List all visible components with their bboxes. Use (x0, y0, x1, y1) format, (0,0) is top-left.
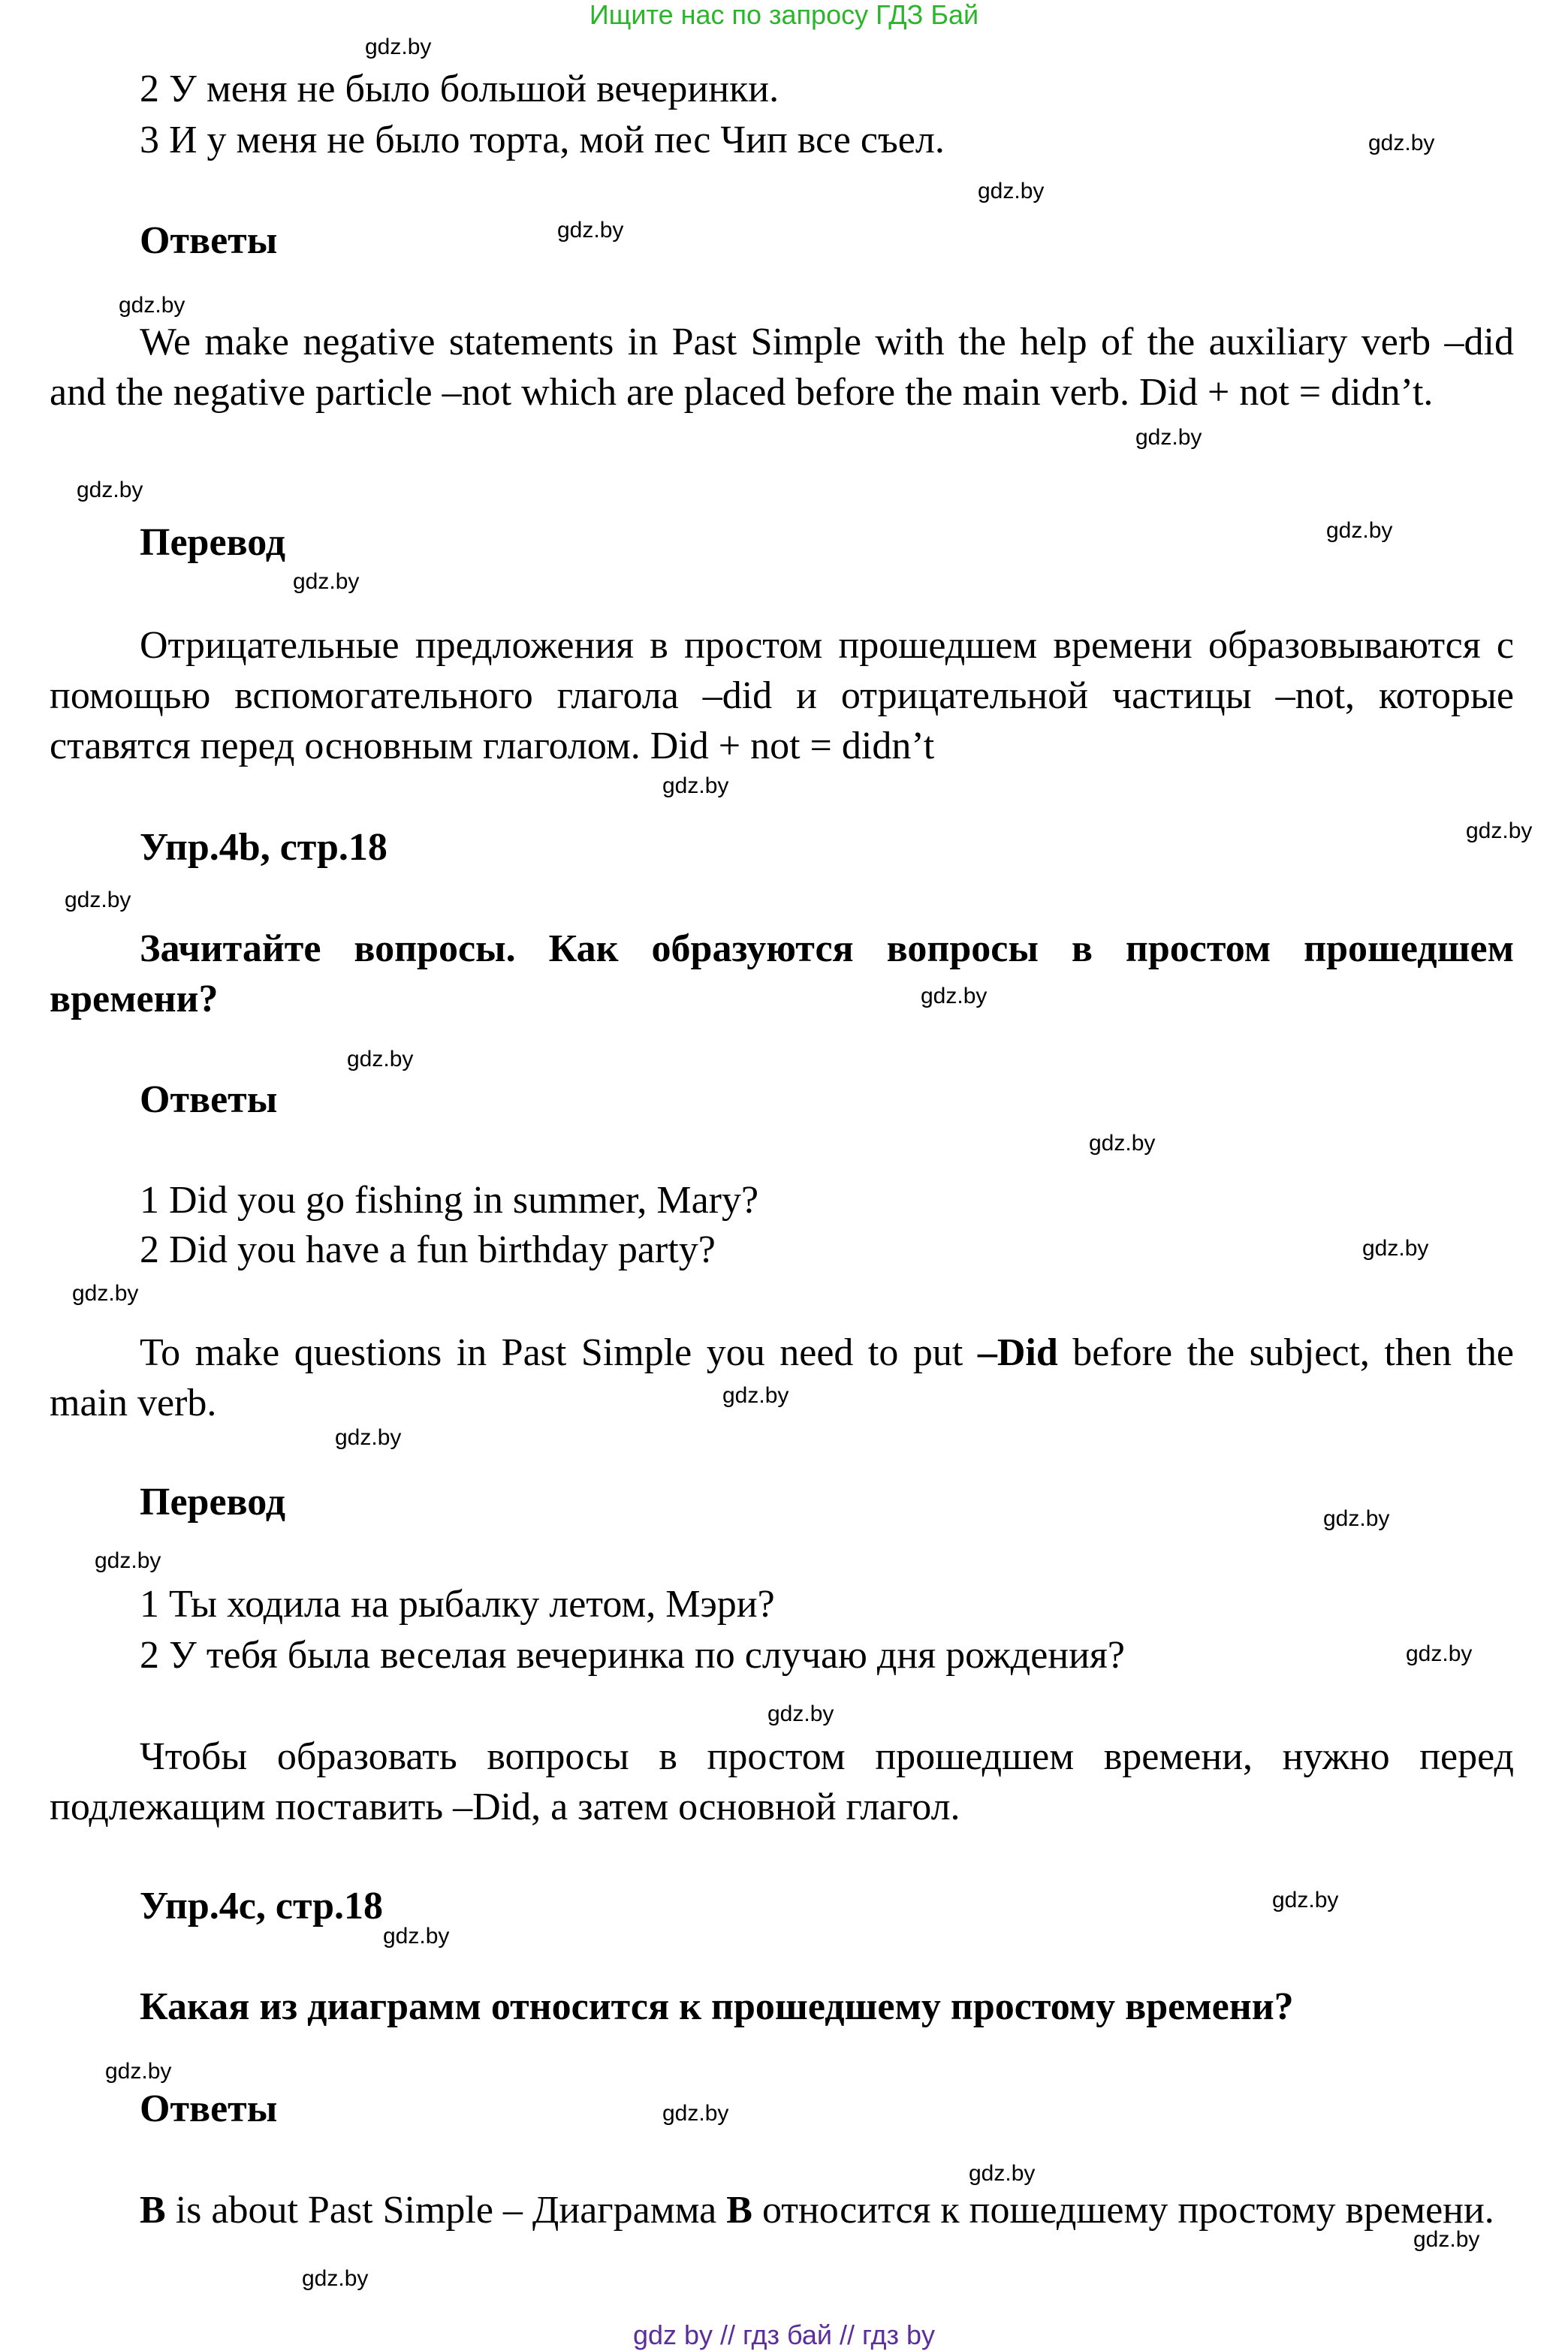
watermark: gdz.by (1406, 1641, 1473, 1666)
question-2: 2 Did you have a fun birthday party? (140, 1228, 716, 1271)
watermark: gdz.by (722, 1383, 789, 1408)
watermark: gdz.by (1362, 1236, 1429, 1261)
watermark: gdz.by (767, 1701, 834, 1726)
paragraph-questions-en-end: before the subject, then the main verb. (50, 1331, 1514, 1424)
watermark: gdz.by (65, 888, 131, 912)
paragraph-questions-ru: Чтобы образовать вопросы в простом прошедшем времени, нужно перед подлежащим поставить –Did, а затем основной глагол. (50, 1735, 1514, 1828)
watermark: gdz.by (1413, 2227, 1480, 2252)
watermark: gdz.by (662, 773, 729, 798)
watermark: gdz.by (1323, 1506, 1390, 1531)
watermark: gdz.by (365, 35, 432, 59)
did-emphasis: –Did (977, 1331, 1058, 1374)
watermark: gdz.by (1135, 425, 1202, 450)
translation-heading-1: Перевод (140, 521, 286, 564)
watermark: gdz.by (347, 1047, 414, 1072)
translation-heading-2: Перевод (140, 1481, 286, 1524)
watermark: gdz.by (119, 293, 185, 318)
translation-1: 1 Ты ходила на рыбалку летом, Мэри? (140, 1583, 775, 1626)
watermark: gdz.by (969, 2161, 1036, 2186)
paragraph-questions-en (50, 1328, 1514, 1428)
watermark: gdz.by (978, 179, 1045, 203)
watermark: gdz.by (95, 1548, 161, 1573)
watermark: gdz.by (921, 984, 988, 1008)
exercise-4c-task: Какая из диаграмм относится к прошедшему простому времени? (140, 1985, 1294, 2028)
paragraph-negative-statements-ru: Отрицательные предложения в простом прошедшем времени образовываются с помощью вспомогательного глагола –did и отрицательной частицы –not, которые ставятся перед основным глаголом. Did + not = didn’t (50, 624, 1514, 767)
exercise-4c-heading: Упр.4c, стр.18 (140, 1885, 384, 1928)
diagram-letter-en: B (140, 2189, 166, 2232)
bottom-site-links[interactable]: gdz by // гдз бай // гдз by (632, 2319, 936, 2350)
translation-2: 2 У тебя была веселая вечеринка по случаю дня рождения? (140, 1634, 1125, 1677)
watermark: gdz.by (557, 218, 624, 243)
paragraph-questions-en-start: To make questions in Past Simple you need to put (140, 1331, 978, 1374)
watermark: gdz.by (1089, 1131, 1156, 1156)
watermark: gdz.by (77, 478, 143, 502)
diagram-letter-ru: B (726, 2189, 752, 2232)
paragraph-diagram-answer (50, 2185, 1514, 2235)
watermark: gdz.by (105, 2059, 172, 2084)
watermark: gdz.by (1272, 1888, 1339, 1912)
watermark: gdz.by (383, 1924, 450, 1949)
line-no-party: 2 У меня не было большой вечеринки. (140, 68, 779, 110)
watermark: gdz.by (293, 569, 360, 594)
answers-heading-1: Ответы (140, 219, 278, 262)
paragraph-diagram-answer-end: относится к пошедшему простому времени. (752, 2189, 1494, 2232)
watermark: gdz.by (662, 2101, 729, 2126)
watermark: gdz.by (335, 1425, 402, 1450)
paragraph-negative-statements-en: We make negative statements in Past Simple with the help of the auxiliary verb –did and the negative particle –not which are placed before the main verb. Did + not = didn’t. (50, 321, 1514, 414)
watermark: gdz.by (1368, 131, 1435, 155)
paragraph-diagram-answer-middle: is about Past Simple – Диаграмма (165, 2189, 727, 2232)
question-1: 1 Did you go fishing in summer, Mary? (140, 1179, 759, 1222)
answers-heading-2: Ответы (140, 1078, 278, 1121)
watermark: gdz.by (1466, 818, 1533, 843)
exercise-4b-task: Зачитайте вопросы. Как образуются вопросы в простом прошедшем времени? (50, 927, 1514, 1020)
top-banner-link[interactable]: Ищите нас по запросу ГДЗ Бай (589, 0, 979, 30)
line-no-cake: 3 И у меня не было торта, мой пес Чип все съел. (140, 119, 945, 161)
watermark: gdz.by (302, 2266, 369, 2291)
exercise-4b-heading: Упр.4b, стр.18 (140, 826, 387, 869)
answers-heading-3: Ответы (140, 2087, 278, 2130)
watermark: gdz.by (1326, 518, 1393, 543)
watermark: gdz.by (72, 1281, 139, 1306)
